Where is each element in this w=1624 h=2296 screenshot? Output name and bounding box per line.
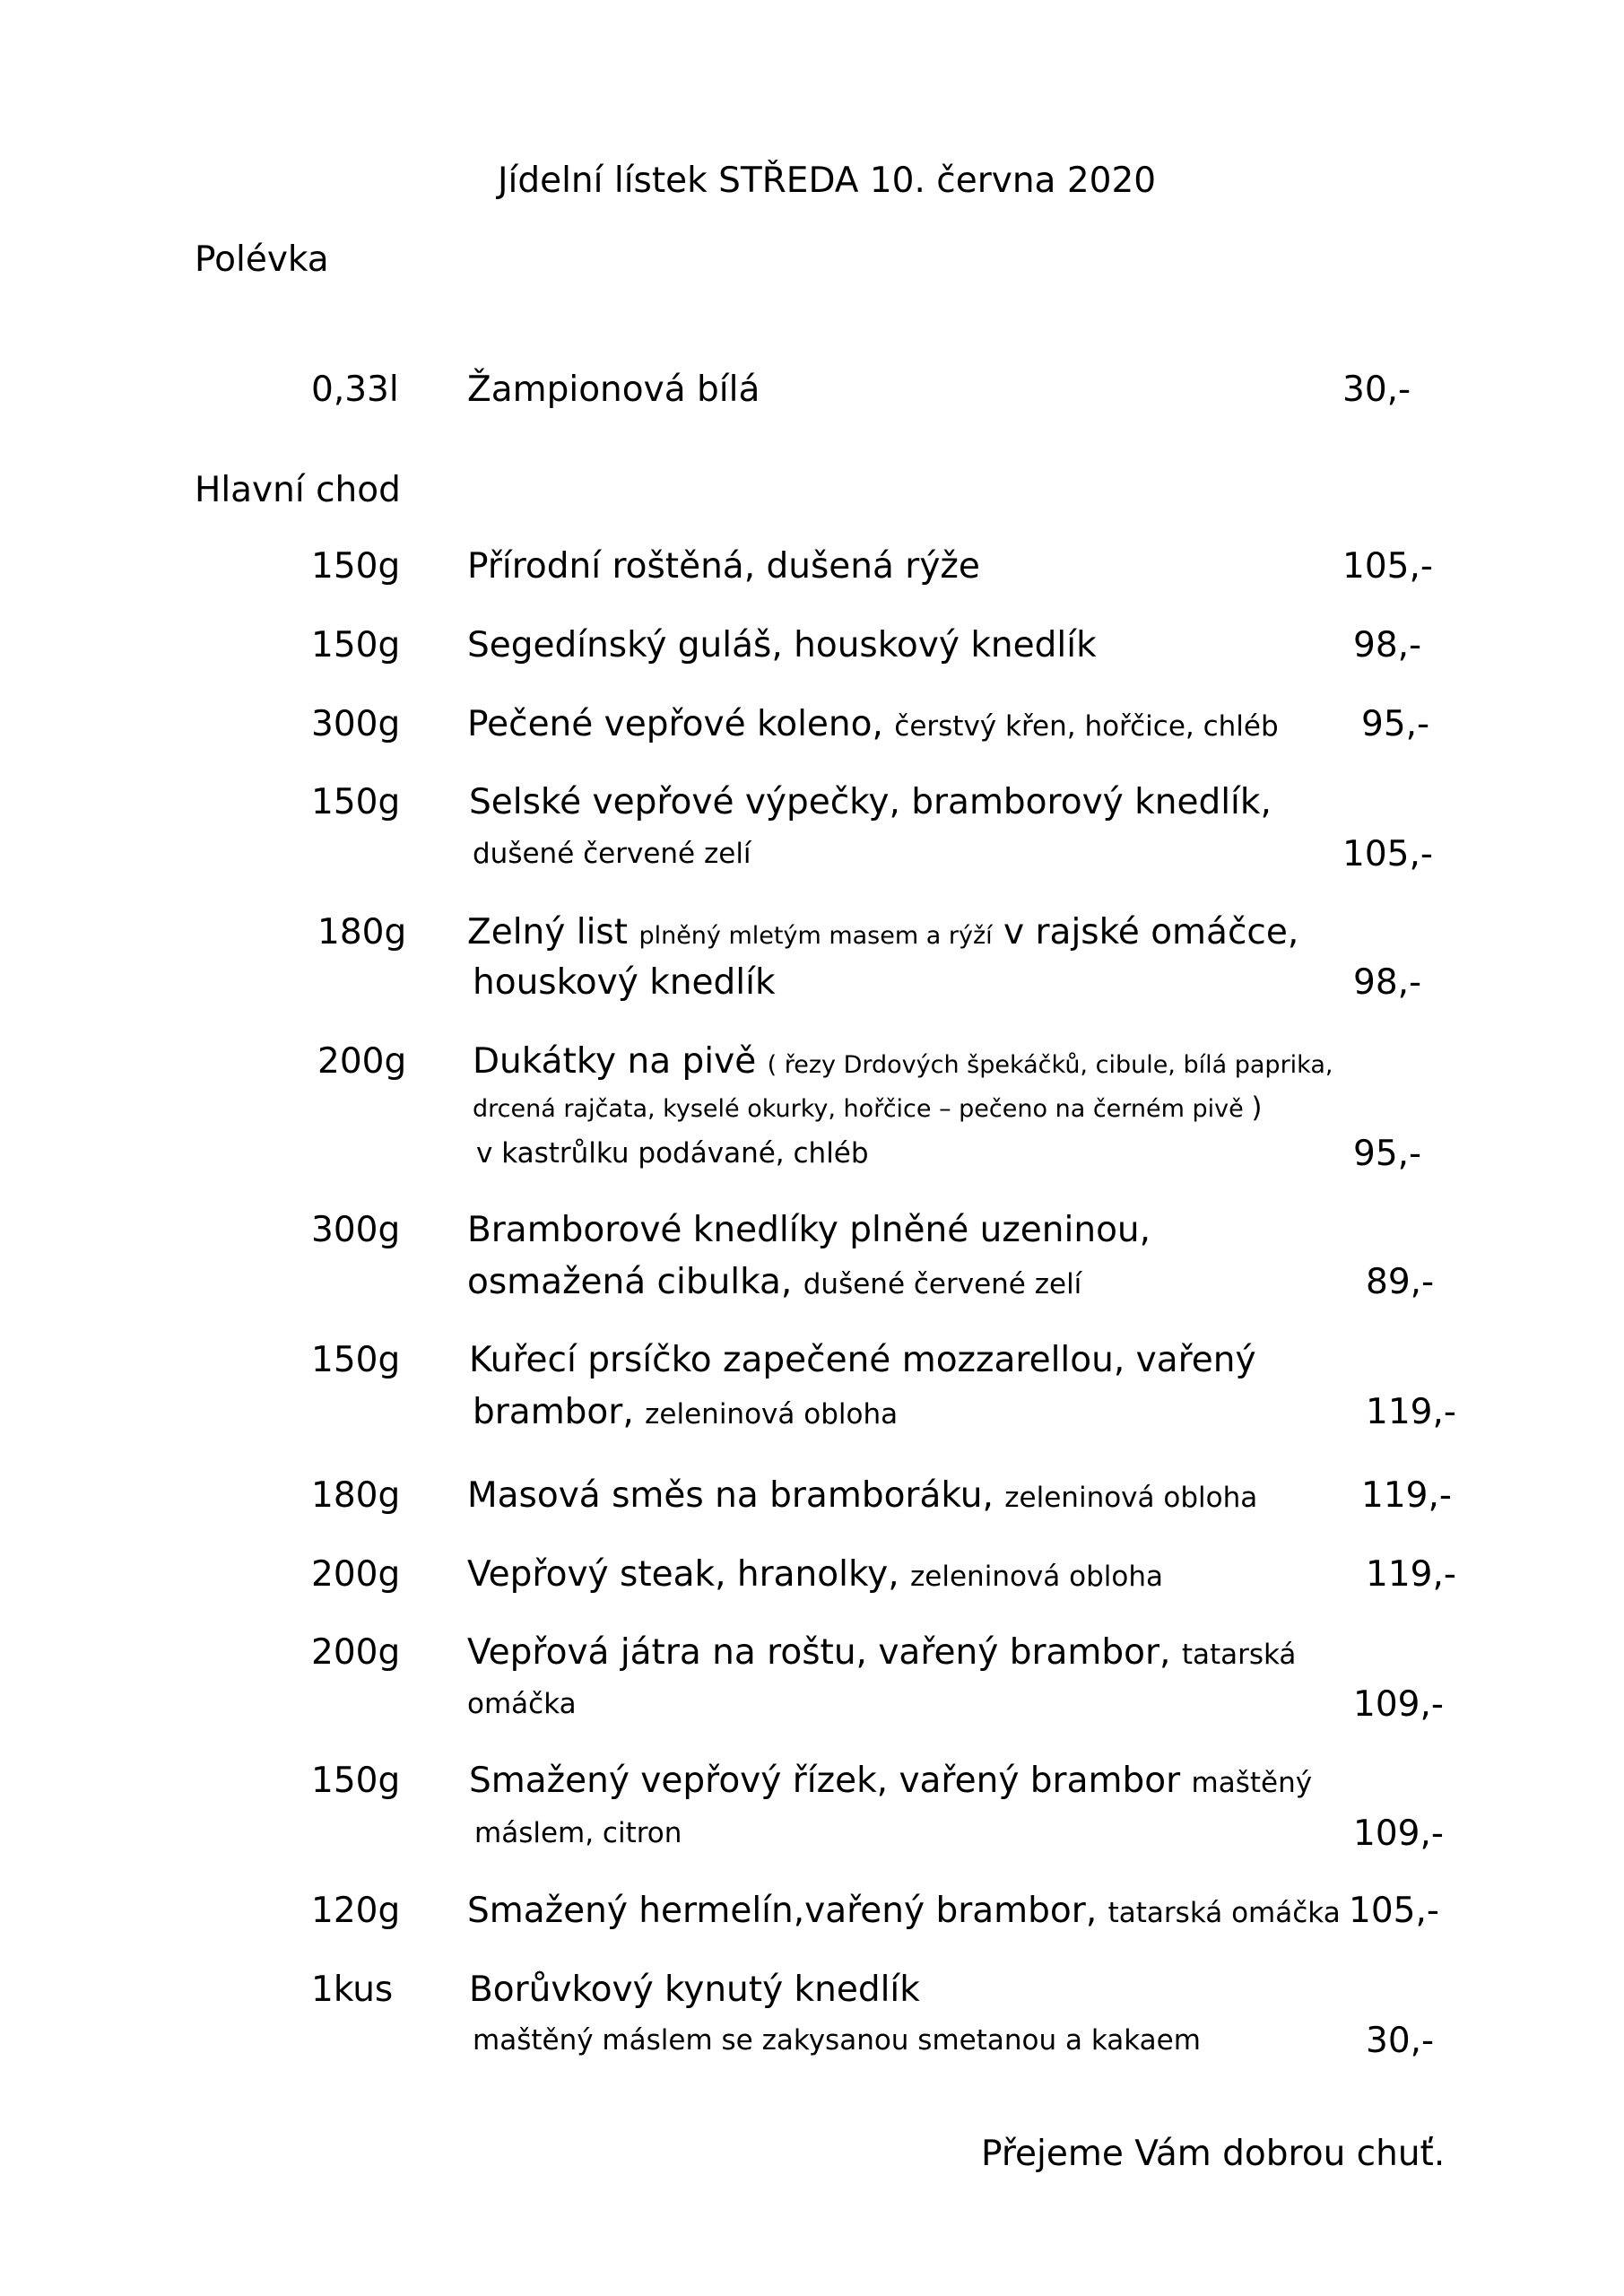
item-name-line2-text: drcená rajčata, kyselé okurky, hořčice – pečeno na černém pivě: [473, 1095, 1244, 1123]
item-name-main: Vepřový steak, hranolky,: [467, 1554, 899, 1595]
item-name: Žampionová bílá: [467, 370, 760, 410]
item-name-extra: tatarská: [1181, 1639, 1297, 1671]
item-name-line1: Selské vepřové výpečky, bramborový knedlík,: [469, 782, 1272, 822]
item-name-main: Zelný list: [467, 912, 629, 952]
item-name: [467, 1891, 1341, 1931]
item-name-line2: máslem, citron: [474, 1817, 682, 1849]
item-name-line2: dušené červené zelí: [473, 838, 751, 870]
item-price: 30,-: [1342, 370, 1411, 410]
page-title: Jídelní lístek STŘEDA 10. června 2020: [498, 161, 1157, 201]
item-name-main: Smažený vepřový řízek, vařený brambor: [469, 1761, 1181, 1801]
section-soup-heading: Polévka: [195, 239, 329, 280]
item-name-extra: čerstvý křen, hořčice, chléb: [894, 710, 1279, 743]
item-qty: 200g: [311, 1554, 401, 1595]
item-name-main: Smažený hermelín,vařený brambor,: [467, 1891, 1098, 1931]
item-price: 98,-: [1353, 962, 1422, 1003]
item-name: [473, 1041, 1333, 1082]
item-qty: 150g: [311, 782, 401, 822]
item-qty: 150g: [311, 625, 401, 665]
item-price: 95,-: [1353, 1134, 1422, 1174]
item-qty: 300g: [311, 1210, 401, 1250]
item-qty: 200g: [317, 1041, 407, 1082]
item-qty: 150g: [311, 1761, 401, 1801]
item-qty: 0,33l: [311, 370, 399, 410]
item-name-line2-close: ): [1251, 1091, 1263, 1124]
item-name-line2-extra: zeleninová obloha: [645, 1398, 899, 1431]
item-name-extra: ( řezy Drdových špekáčků, cibule, bílá paprika,: [767, 1051, 1333, 1079]
item-price: 119,-: [1366, 1392, 1456, 1432]
item-qty: 150g: [311, 546, 401, 587]
item-name-line2: [473, 1091, 1263, 1124]
item-qty: 200g: [311, 1632, 401, 1673]
item-price: 109,-: [1353, 1813, 1444, 1854]
item-price: 95,-: [1361, 704, 1430, 744]
item-price: 89,-: [1366, 1262, 1435, 1302]
item-name: [467, 1632, 1297, 1673]
item-name-main: Pečené vepřové koleno,: [467, 704, 883, 744]
item-name-extra: zeleninová obloha: [1004, 1482, 1258, 1514]
item-price: 109,-: [1353, 1684, 1444, 1725]
item-name-main: Dukátky na pivě: [473, 1041, 757, 1082]
item-name-extra: maštěný: [1191, 1767, 1313, 1799]
item-name-line3: v kastrůlku podávané, chléb: [476, 1137, 869, 1170]
item-name-line1: Kuřecí prsíčko zapečené mozzarellou, vařený: [469, 1340, 1256, 1380]
item-name-line2: omáčka: [467, 1688, 577, 1720]
closing-message: Přejeme Vám dobrou chuť.: [981, 2134, 1446, 2174]
item-qty: 300g: [311, 704, 401, 744]
item-name: [467, 704, 1279, 744]
item-qty: 180g: [317, 912, 407, 952]
item-name-main: Vepřová játra na roštu, vařený brambor,: [467, 1632, 1171, 1673]
item-name-extra: zeleninová obloha: [910, 1561, 1163, 1593]
item-name: [467, 1554, 1163, 1595]
item-name: Přírodní roštěná, dušená rýže: [467, 546, 980, 587]
item-price: 105,-: [1342, 834, 1433, 874]
item-name-line2: houskový knedlík: [473, 962, 776, 1003]
item-name-line1: Borůvkový kynutý knedlík: [469, 1970, 920, 2010]
item-name: [467, 1475, 1258, 1516]
item-name-main: Masová směs na bramboráku,: [467, 1475, 994, 1516]
item-qty: 150g: [311, 1340, 401, 1380]
item-name-line2: [467, 1262, 1082, 1302]
item-name-line2: maštěný máslem se zakysanou smetanou a kakaem: [473, 2024, 1201, 2057]
item-name-main2: v rajské omáčce,: [1003, 912, 1299, 952]
item-name-extra: plněný mletým masem a rýží: [638, 922, 993, 950]
item-name-line2: [473, 1392, 899, 1432]
item-price: 119,-: [1361, 1475, 1452, 1516]
item-name: [467, 912, 1299, 952]
item-name: [469, 1761, 1313, 1801]
section-main-heading: Hlavní chod: [195, 470, 401, 510]
item-name-line2-extra: dušené červené zelí: [803, 1268, 1082, 1300]
item-name-line1: Bramborové knedlíky plněné uzeninou,: [467, 1210, 1151, 1250]
item-qty: 180g: [311, 1475, 401, 1516]
item-qty: 1kus: [311, 1970, 394, 2010]
item-price: 98,-: [1353, 625, 1422, 665]
item-price: 105,-: [1349, 1891, 1439, 1931]
item-price: 105,-: [1342, 546, 1433, 587]
item-name-extra: tatarská omáčka: [1107, 1897, 1341, 1929]
item-price: 30,-: [1366, 2021, 1435, 2061]
item-name: Segedínský guláš, houskový knedlík: [467, 625, 1097, 665]
item-name-line2-main: osmažená cibulka,: [467, 1262, 793, 1302]
item-price: 119,-: [1366, 1554, 1456, 1595]
item-qty: 120g: [311, 1891, 401, 1931]
item-name-line2-main: brambor,: [473, 1392, 634, 1432]
